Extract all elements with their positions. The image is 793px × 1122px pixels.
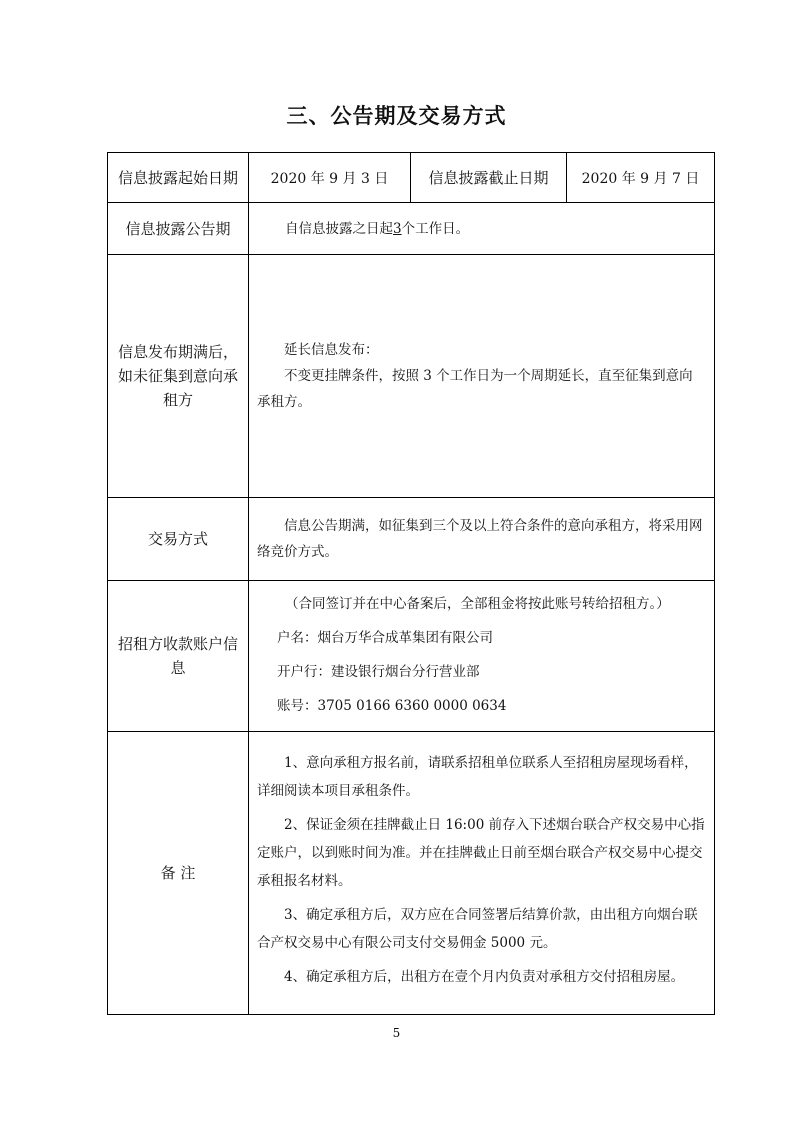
account-note: （合同签订并在中心备案后，全部租金将按此账号转给招租方。） <box>285 596 670 612</box>
trade-method-content <box>249 498 715 581</box>
extension-heading: 延长信息发布： <box>284 342 379 358</box>
remarks-label: 备 注 <box>108 732 249 1015</box>
start-date-label: 信息披露起始日期 <box>108 153 249 203</box>
table-row <box>108 732 715 1015</box>
table-row <box>108 581 715 732</box>
trade-method-text: 信息公告期满，如征集到三个及以上符合条件的意向承租方，将采用网络竞价方式。 <box>257 518 703 560</box>
account-bank: 开户行：建设银行烟台分行营业部 <box>277 664 480 680</box>
no-bidder-label: 信息发布期满后，如未征集到意向承租方 <box>108 255 249 498</box>
trade-method-label: 交易方式 <box>108 498 249 581</box>
remark-item: 2、保证金须在挂牌截止日 16:00 前存入下述烟台联合产权交易中心指定账户，以到账时间为准。并在挂牌截止日前至烟台联合产权交易中心提交承租报名材料。 <box>257 817 705 889</box>
announcement-period-label: 信息披露公告期 <box>108 203 249 255</box>
period-suffix: 个工作日。 <box>401 220 470 237</box>
start-date-value: 2020 年 9 月 3 日 <box>249 153 411 203</box>
account-name: 户名：烟台万华合成革集团有限公司 <box>277 630 493 646</box>
period-prefix: 自信息披露之日起 <box>285 220 393 237</box>
remarks-content <box>249 732 715 1015</box>
extension-rule: 不变更挂牌条件，按照 3 个工作日为一个周期延长，直至征集到意向承租方。 <box>257 368 693 410</box>
announcement-period-value <box>249 203 715 255</box>
account-info-label: 招租方收款账户信息 <box>108 581 249 732</box>
no-bidder-content <box>249 255 715 498</box>
table-row <box>108 203 715 255</box>
remark-item: 1、意向承租方报名前，请联系招租单位联系人至招租房屋现场看样，详细阅读本项目承租条件。 <box>257 755 698 799</box>
remark-item: 4、确定承租方后，出租方在壹个月内负责对承租方交付招租房屋。 <box>284 969 685 985</box>
end-date-label: 信息披露截止日期 <box>411 153 567 203</box>
table-row <box>108 498 715 581</box>
section-title: 三、公告期及交易方式 <box>286 104 507 128</box>
disclosure-table <box>107 152 715 1015</box>
page-number: 5 <box>392 1026 401 1040</box>
table-row <box>108 255 715 498</box>
period-days: 3 <box>393 220 402 237</box>
account-info-content <box>249 581 715 732</box>
table-row <box>108 153 715 203</box>
remark-item: 3、确定承租方后，双方应在合同签署后结算价款，由出租方向烟台联合产权交易中心有限公司支付交易佣金 5000 元。 <box>257 907 698 951</box>
account-number: 账号：3705 0166 6360 0000 0634 <box>277 698 507 714</box>
end-date-value: 2020 年 9 月 7 日 <box>567 153 715 203</box>
